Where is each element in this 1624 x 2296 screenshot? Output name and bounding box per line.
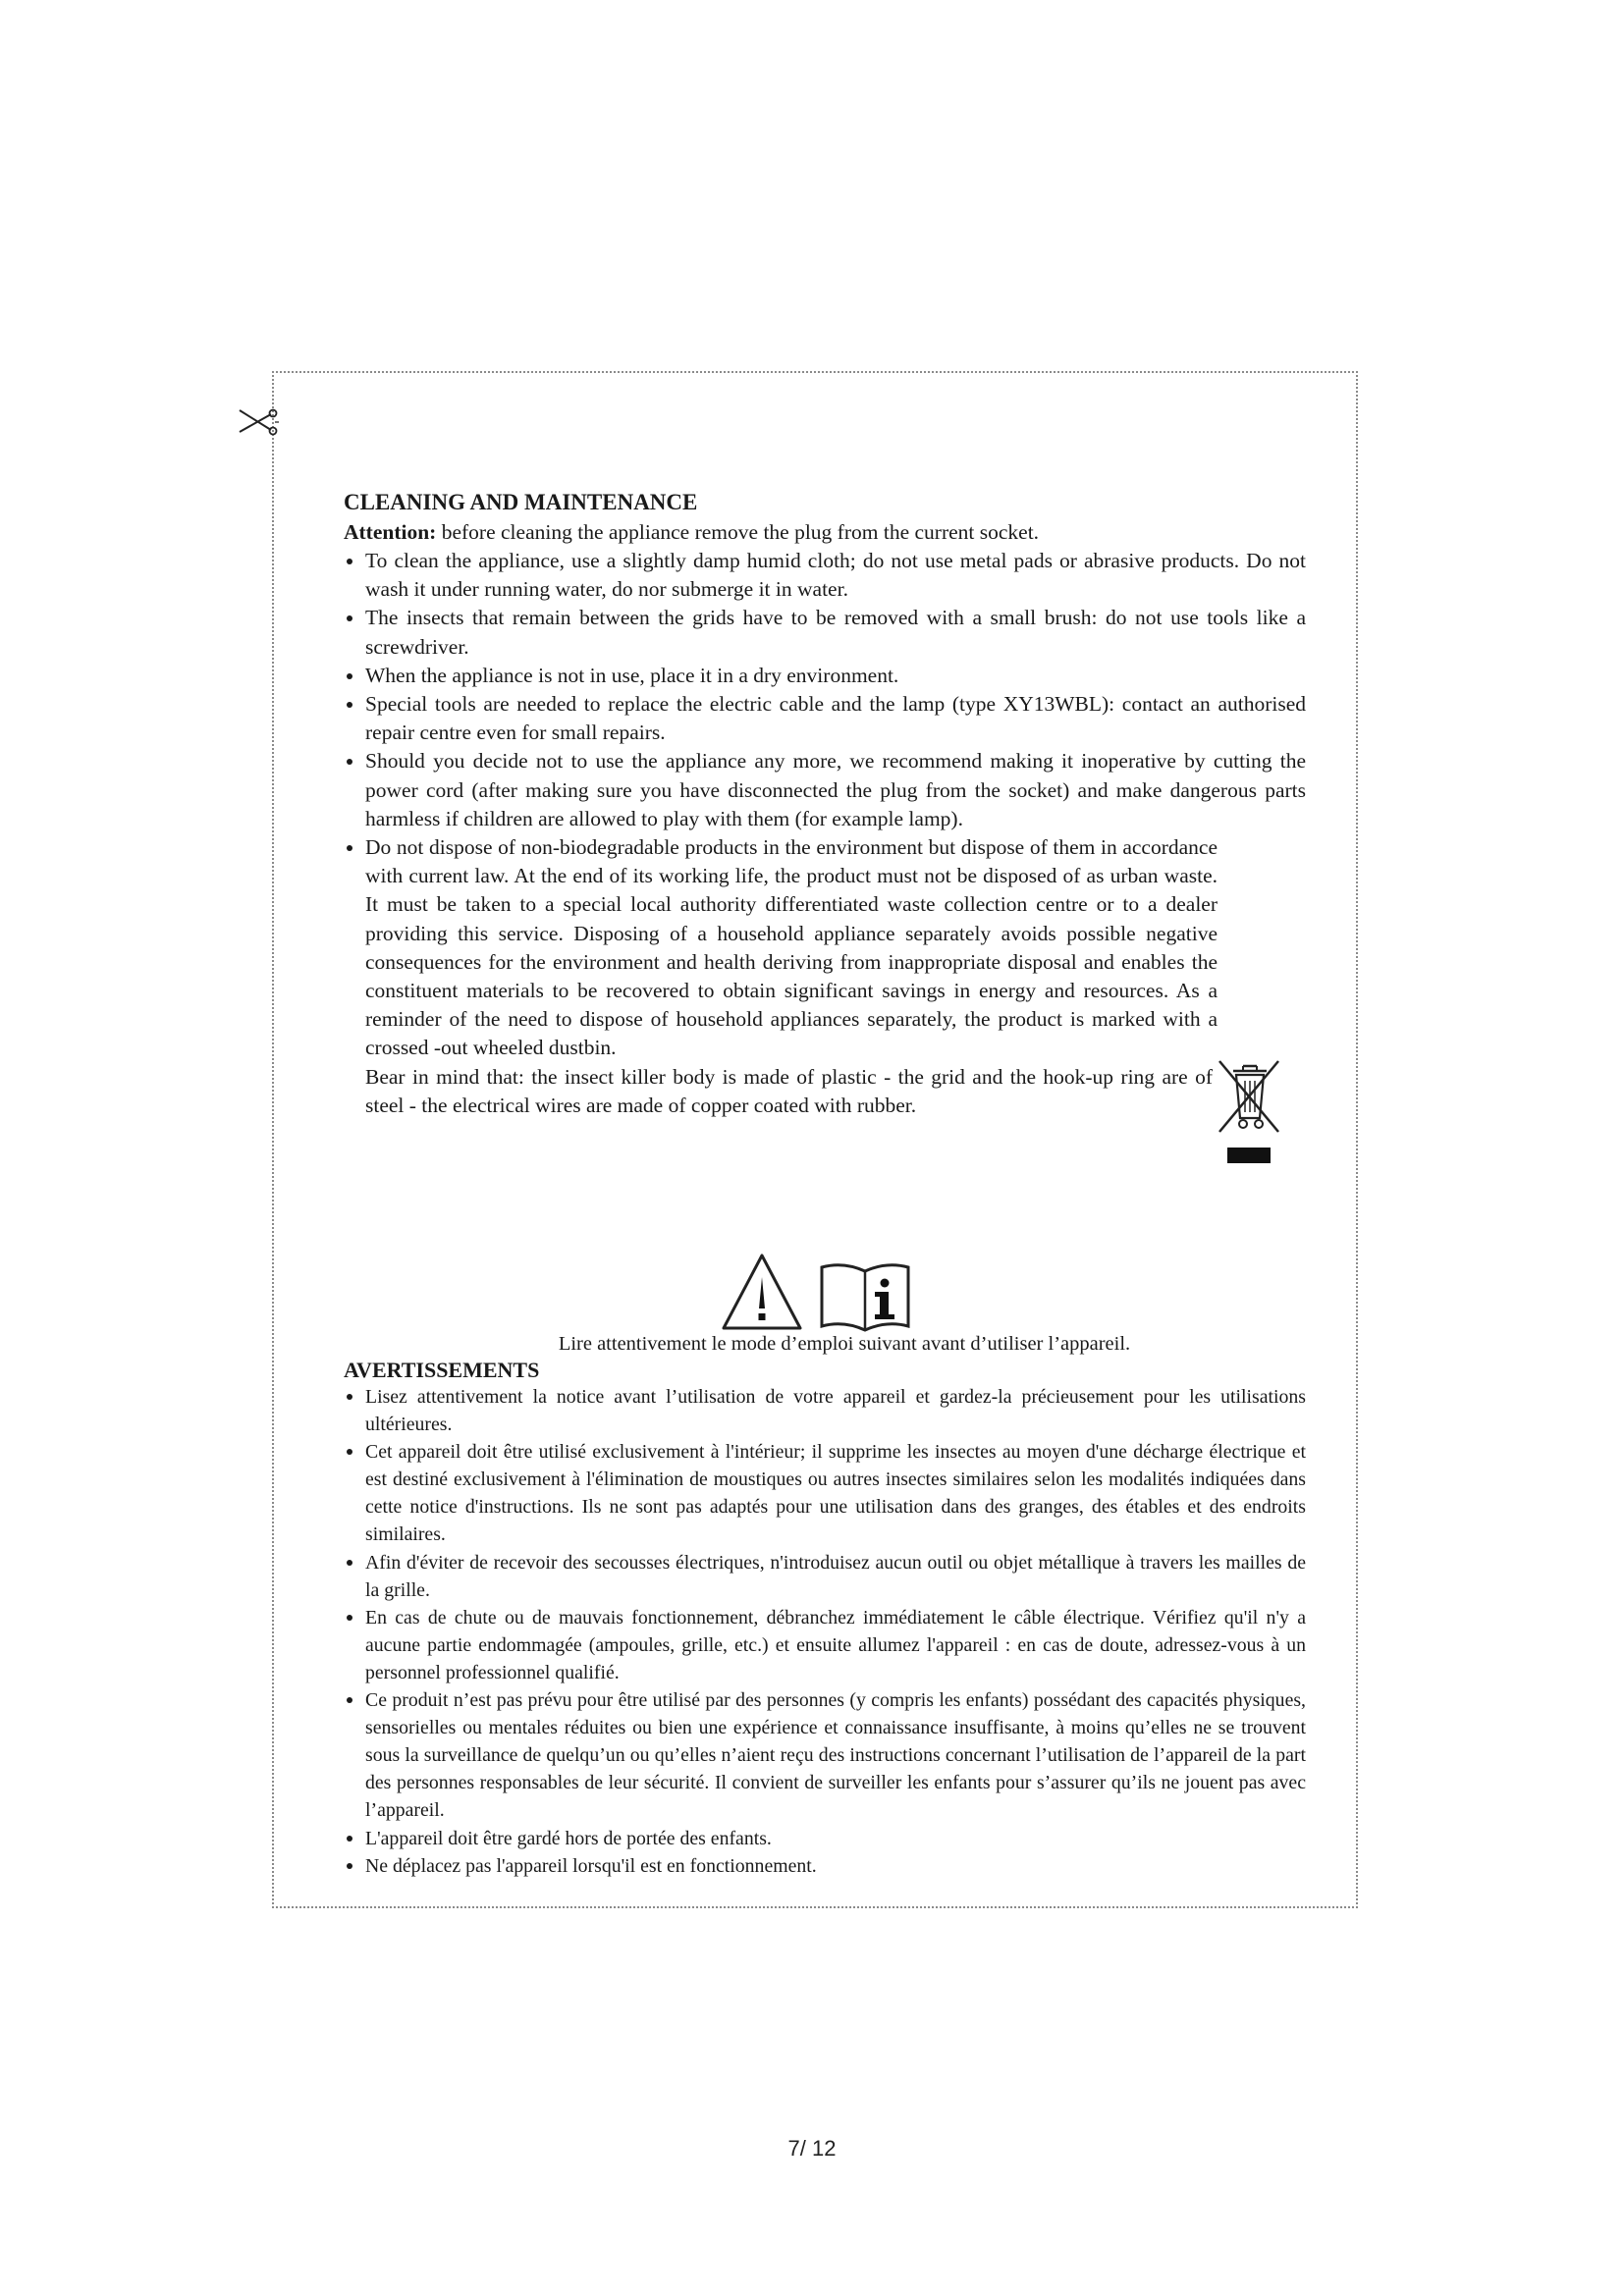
list-item: The insects that remain between the grids have to be removed with a small brush: do not use tools like a screwdriver. [344, 604, 1306, 661]
attention-line [344, 517, 1306, 547]
list-item: En cas de chute ou de mauvais fonctionnement, débranchez immédiatement le câble électrique. Vérifiez qu'il n'y a aucune partie endommagée (ampoules, grille, etc.) et ensuite allumez l'appareil : en cas de doute, adressez-vous à un personnel professionnel qualifié. [344, 1604, 1306, 1686]
cleaning-section [344, 488, 1306, 1120]
bear-in-mind-note: Bear in mind that: the insect killer body is made of plastic - the grid and the hook-up ring are of steel - the electrical wires are made of copper coated with rubber. [365, 1064, 1213, 1117]
list-item: Should you decide not to use the appliance any more, we recommend making it inoperative by cutting the power cord (after making sure you have disconnected the plug from the socket) and make dangerous parts harmless if children are allowed to play with them (for example lamp). [344, 747, 1306, 833]
read-manual-icon [822, 1265, 908, 1330]
list-item: Special tools are needed to replace the electric cable and the lamp (type XY13WBL): contact an authorised repair centre even for small repairs. [344, 690, 1306, 747]
warning-symbols [720, 1252, 918, 1334]
warnings-section-fr [344, 1330, 1306, 1880]
list-item: Ce produit n’est pas prévu pour être utilisé par des personnes (y compris les enfants) possédant des capacités physiques, sensorielles ou mentales réduites ou bien une expérience et connaissance insuffisante, à moins qu’elles ne se trouvent sous la surveillance de quelqu’un ou qu’elles n’aient reçu des instructions concernant l’utilisation de l’appareil de la part des personnes responsables de leur sécurité. Il convient de surveiller les enfants pour s’assurer qu’ils ne jouent pas avec l’appareil. [344, 1686, 1306, 1824]
scissors-icon [236, 404, 279, 438]
list-item: Cet appareil doit être utilisé exclusivement à l'intérieur; il supprime les insectes au moyen d'une décharge électrique et est destiné exclusivement à l'élimination de moustiques ou autres insectes similaires selon les modalités indiquées dans cette notice d'instructions. Ils ne sont pas adaptés pour une utilisation dans des granges, des étables et des endroits similaires. [344, 1438, 1306, 1548]
list-item: Ne déplacez pas l'appareil lorsqu'il est en fonctionnement. [344, 1852, 1306, 1880]
list-item: When the appliance is not in use, place it in a dry environment. [344, 662, 1306, 690]
attention-label: Attention: [344, 520, 437, 544]
list-item: Lisez attentivement la notice avant l’utilisation de votre appareil et gardez-la précieusement pour les utilisations ultérieures. [344, 1383, 1306, 1438]
list-item: To clean the appliance, use a slightly damp humid cloth; do not use metal pads or abrasive products. Do not wash it under running water, do nor submerge it in water. [344, 547, 1306, 604]
list-item: L'appareil doit être gardé hors de portée des enfants. [344, 1825, 1306, 1852]
crossed-out-wheeled-bin-icon [1214, 1057, 1284, 1167]
cleaning-bullet-list [344, 547, 1306, 1063]
page-number: 7/ 12 [787, 2136, 837, 2161]
cleaning-title: CLEANING AND MAINTENANCE [344, 490, 698, 514]
list-item: Do not dispose of non-biodegradable products in the environment but dispose of them in accordance with current law. At the end of its working life, the product must not be disposed of as urban waste. It must be taken to a special local authority differentiated waste collection centre or to a dealer providing this service. Disposing of a household appliance separately avoids possible negative consequences for the environment and health deriving from inappropriate disposal and enables the constituent materials to be recovered to obtain significant savings in energy and resources. As a reminder of the need to dispose of household appliances separately, the product is marked with a crossed -out wheeled dustbin. [344, 833, 1306, 1063]
list-item: Afin d'éviter de recevoir des secousses électriques, n'introduisez aucun outil ou objet métallique à travers les mailles de la grille. [344, 1549, 1306, 1604]
avertissements-bullet-list [344, 1383, 1306, 1880]
attention-text: before cleaning the appliance remove the plug from the current socket. [436, 520, 1040, 544]
avertissements-title: AVERTISSEMENTS [344, 1358, 540, 1382]
warning-triangle-icon [724, 1255, 800, 1328]
read-instructions-notice: Lire attentivement le mode d’emploi suivant avant d’utiliser l’appareil. [558, 1333, 1131, 1355]
